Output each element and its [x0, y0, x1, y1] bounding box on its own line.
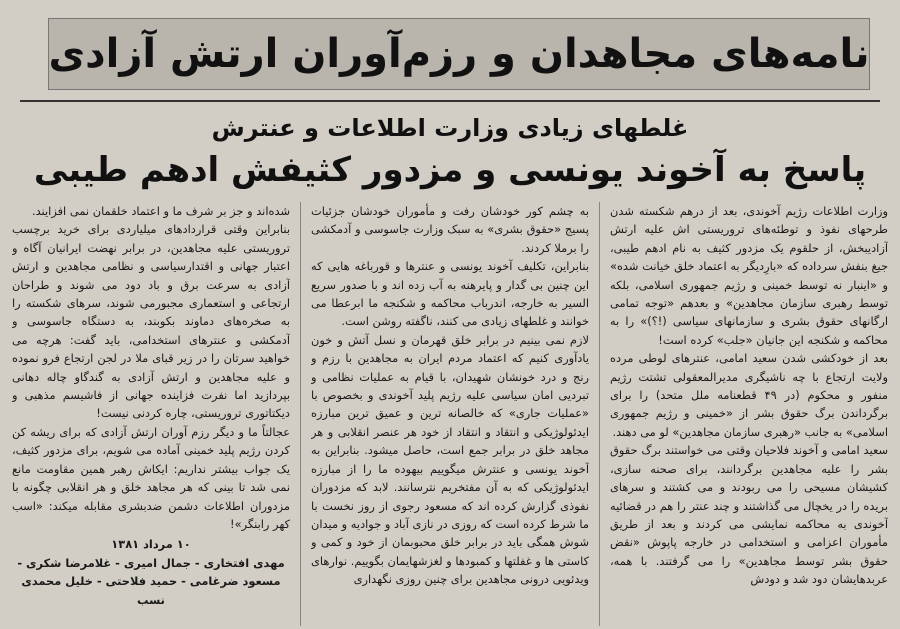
subtitle-2: پاسخ به آخوند یونسی و مزدور کثیفش ادهم طیبی [33, 150, 867, 190]
article-column-2 [311, 202, 589, 626]
article-columns [12, 202, 888, 626]
divider-rule [20, 100, 880, 102]
paragraph: به چشم کور خودشان رفت و مأموران خودشان جزئیات پسیج «حقوق بشری» به سبک وزارت جاسوسی و آدمکشی را برملا کردند. [311, 204, 589, 255]
paragraph: بنابراین، تکلیف آخوند یونسی و عنترها و قورباغه هایی که این چنین بی گدار و پایرهنه به آب زده اند و با صدور سریع السیر به خارجه، اندرباب محاکمه و شکنجه ما ابرعطا می خوانند و غلطهای زیادی می کنند، ناگفته روشن است. [311, 259, 589, 329]
banner-title: نامه‌های مجاهدان و رزم‌آوران ارتش آزادی [48, 31, 870, 77]
article-column-1 [610, 202, 888, 626]
article-date: ۱۰ مرداد ۱۳۸۱ [111, 537, 191, 552]
headline-banner [48, 18, 870, 90]
column-divider [599, 202, 600, 626]
article-column-3 [12, 202, 290, 626]
paragraph: وزارت اطلاعات رژیم آخوندی، بعد از درهم شکسته شدن طرحهای نفوذ و توطئه‌های تروریستی اش علیه ارتش آزادیبخش، از حلقوم یک مزدور کثیف به نام ادهم طیبی، جیغ بنفش سرداده که «بارِدیگر به اعتماد خلق خیانت شده» و «اینبار نه توسط خمینی و رژیم جمهوری اسلامی، بلکه توسط رهبری سازمان مجاهدین» و بعدهم «توجه تمامی ارگانهای حقوق بشری و سازمانهای سیاسی (!؟)» را به محاکمه و شکنجه این جانیان «جلب» کرده است! [610, 204, 888, 347]
column-divider [300, 202, 301, 626]
paragraph: بعد از خودکشی شدن سعید امامی، عنترهای لوطی مرده ولایت ارتجاع با چه ناشیگری مدیرالمعقولی تشتت رژیم منفور و محکوم (در ۴۹ قطعنامه ملل متحد) را برای برگرداندن برگ حقوق بشر از «خمینی و رژیم جمهوری اسلامی» به جانب «رهبری سازمان مجاهدین» لو می دهند. [610, 351, 888, 439]
paragraph: بنابراین وقتی قراردادهای میلیاردی برای خرید برچسب تروریستی علیه مجاهدین، در برابر نهضت ایرانیان آگاه و اعتبار جهانی و اقتدارسیاسی و نظامی مجاهدین و ارتش آزادی به سرعت برق و باد دود می شوند و طراحان ارتجاعی و استعماری مجبورمی شوند، سرهای شکسته را به صخره‌های دماوند بکوبند، به دستگاه جاسوسی و آدمکشی و عنترهای استخدامی، باید گفت: هرچه می خواهید سرتان را در زیر قبای ملا در لجن ارتجاع فرو نموده و علیه مجاهدین و ارتش آزادی به گندگاو چاله دهانی بپردازید اما نفرت فزاینده جهانی از فاشیسم مذهبی و دیکتاتوری تروریستی، چاره کردنی نیست! [12, 222, 290, 421]
signers-line-1: مهدی افتخاری - جمال امیری - غلامرضا شکری - [17, 555, 285, 570]
signers-line-2: مسعود ضرغامی - حمید فلاحتی - خلیل محمدی نسب [21, 574, 281, 607]
paragraph: لازم نمی بینیم در برابر خلق قهرمان و نسل آتش و خون یادآوری کنیم که اعتماد مردم ایران به مجاهدین با رزم و رنج و درد خونشان شهیدان، با قیام به عملیات نظامی و تبردیی امان سیاسی علیه رژیم پلید آخوندی و بخصوص با «عملیات جاری» که خالصانه ترین و عمیق ترین مبارزه ایدئولوژیکی و انتقاد و انتقاد از خود هر عنصر انقلابی و هر مجاهد خلق در برابر جمع است، حاصل میشود. بنابراین به آخوند یونسی و عنترش میگوییم بیهوده ما را از مبارزه ایدئولوژیکی که به آن مفتخریم نترسانند. لابد که مزدوران نفوذی گزارش کرده اند که مسعود رجوی از روز نخست با ما شرط کرده است که روزی در نازی آباد و جوادیه و میدان شوش همگی باید در برابر خلق محبوبمان از خود و کمی و کاستی ها و غفلتها و کمبودها و لغزشهایمان بگوییم. نوارهای ویدئویی درونی مجاهدین برای چنین روزی نگهداری [311, 332, 589, 587]
subtitle-1: غلطهای زیادی وزارت اطلاعات و عنترش [211, 114, 689, 142]
paragraph: سعید امامی و آخوند فلاحیان وقتی می خواستند برگ حقوق بشر را علیه مجاهدین برگردانند، برای صحنه سازی، کشیشان مسیحی را می ربودند و می کشتند و سرهای بریده را در یخچال می گذاشتند و چند عنتر را هم در قضائیه آخوندی به محاکمه نمایشی می کردند و بعد از طریق مأموران اعزامی و استخدامی در خارجه پاپوش «نقض حقوق بشر توسط مجاهدین» را می گرفتند. با همه، عربدهایشان دود شد و دودش [610, 443, 888, 587]
paragraph: عجالتاً ما و دیگر رزم آوران ارتش آزادی که برای ریشه کن کردن رژیم پلید خمینی آماده می شویم، برای مزدور کثیف، یک جواب بیشتر نداریم: ایکاش رهبر همین مقاومت مانع نمی شد تا بینی که هر مجاهد خلق و هر انقلابی چگونه با مزدوران اطلاعات دشمن ضدبشری مقابله میکند: «اسب کهر رابنگر»! [12, 424, 290, 531]
paragraph: شده‌اند و جز بر شرف ما و اعتماد خلقمان نمی افزایند. [31, 204, 290, 218]
